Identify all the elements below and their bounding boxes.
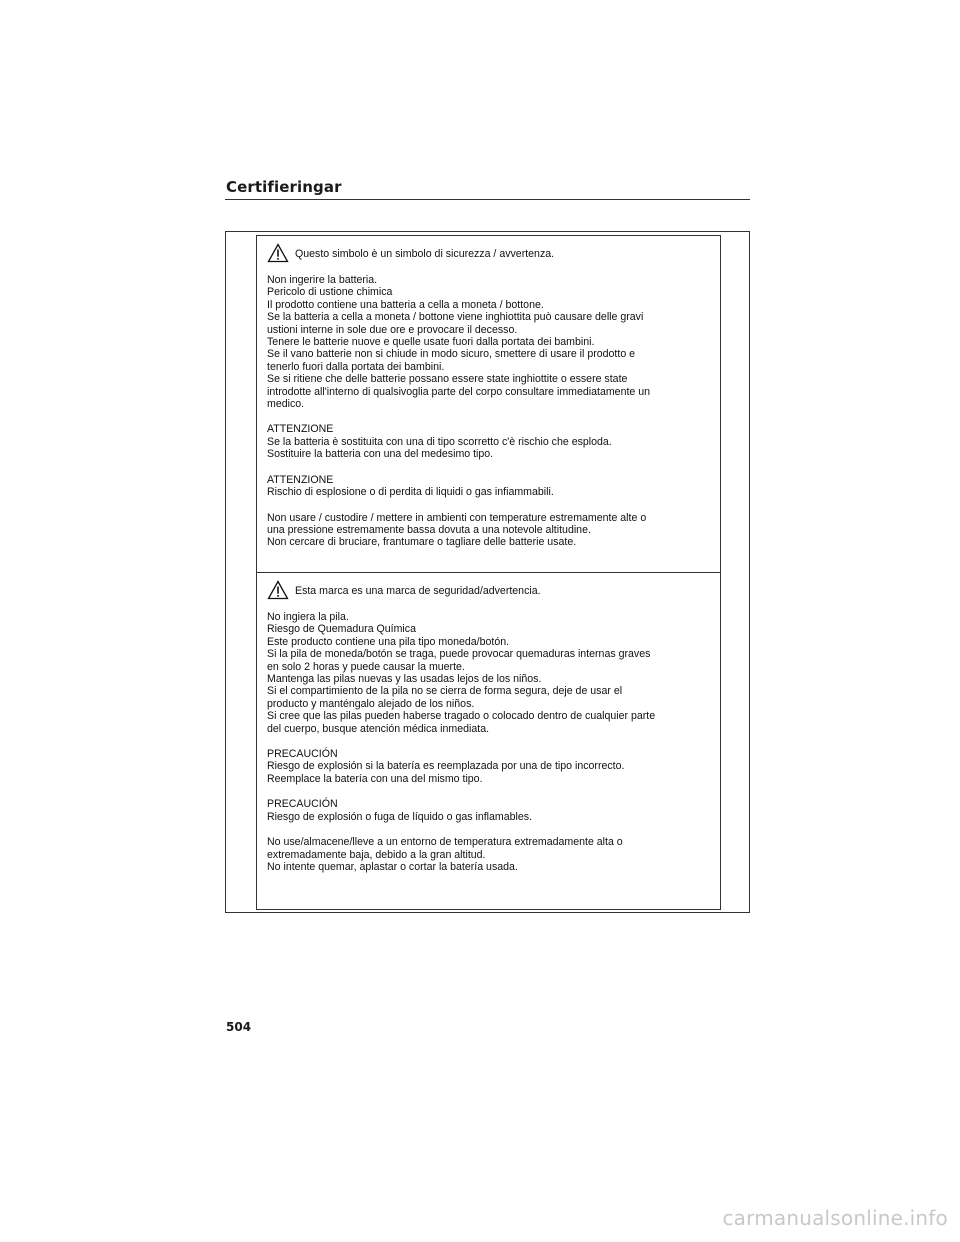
spanish-paragraph-explosion [267,798,713,823]
text-line: Se la batteria è sostituita con una di tipo scorretto c'è rischio che esploda. [267,435,612,448]
italian-warning-box [256,235,721,573]
text-line: Se si ritiene che delle batterie possano essere state inghiottite o essere state [267,373,628,386]
text-line: Non cercare di bruciare, frantumare o tagliare delle batterie usate. [267,536,577,549]
text-line: Pericolo di ustione chimica [267,286,393,299]
italian-warning-symbol-text: Questo simbolo è un simbolo di sicurezza / avvertenza. [295,247,555,260]
caution-heading: ATTENZIONE [267,473,334,486]
caution-heading: PRECAUCIÓN [267,798,338,811]
text-line: Tenere le batterie nuove e quelle usate fuori dalla portata dei bambini. [267,336,595,349]
text-line: No use/almacene/lleve a un entorno de temperatura extremadamente alta o [267,836,623,849]
caution-heading: ATTENZIONE [267,423,334,436]
text-line: Este producto contiene una pila tipo moneda/botón. [267,635,510,648]
spanish-warning-symbol-row [267,580,713,600]
section-title: Certifieringar [226,178,342,196]
text-line: medico. [267,398,305,411]
text-line: extremadamente baja, debido a la gran altitud. [267,848,486,861]
caution-heading: PRECAUCIÓN [267,748,338,761]
text-line: Non usare / custodire / mettere in ambienti con temperature estremamente alte o [267,511,647,524]
italian-paragraph-ingestion [267,274,713,410]
text-line: tenerlo fuori dalla portata dei bambini. [267,360,445,373]
text-line: No intente quemar, aplastar o cortar la batería usada. [267,860,518,873]
italian-warning-symbol-row [267,243,713,263]
spanish-paragraph-ingestion [267,611,713,735]
page-number: 504 [226,1020,252,1034]
text-line: Se la batteria a cella a moneta / bottone viene inghiottita può causare delle gravi [267,311,644,324]
warning-triangle-icon [267,243,289,263]
text-line: producto y manténgalo alejado de los niños. [267,697,475,710]
text-line: Riesgo de Quemadura Química [267,623,416,636]
text-line: Rischio di esplosione o di perdita di liquidi o gas infiammabili. [267,486,554,499]
text-line: en solo 2 horas y puede causar la muerte. [267,660,465,673]
text-line: una pressione estremamente bassa dovuta a una notevole altitudine. [267,523,591,536]
text-line: del cuerpo, busque atención médica inmediata. [267,722,490,735]
text-line: Mantenga las pilas nuevas y las usadas lejos de los niños. [267,673,542,686]
italian-paragraph-explosion [267,474,713,499]
text-line: Si el compartimiento de la pila no se cierra de forma segura, deje de usar el [267,685,623,698]
text-line: Riesgo de explosión si la batería es reemplazada por una de tipo incorrecto. [267,760,625,773]
text-line: Non ingerire la batteria. [267,274,378,286]
text-line: Si la pila de moneda/botón se traga, puede provocar quemaduras internas graves [267,648,651,661]
text-line: Riesgo de explosión o fuga de líquido o gas inflamables. [267,810,533,823]
watermark: carmanualsonline.info [722,1206,948,1230]
title-divider [225,199,750,200]
text-line: introdotte all'interno di qualsivoglia parte del corpo consultare immediatamente un [267,385,651,398]
spanish-paragraph-replacement [267,748,713,785]
text-line: ustioni interne in sole due ore e provocare il decesso. [267,323,518,336]
warning-triangle-icon [267,580,289,600]
italian-paragraph-replacement [267,423,713,460]
text-line: Il prodotto contiene una batteria a cella a moneta / bottone. [267,298,544,311]
spanish-warning-text [267,580,713,873]
italian-warning-text [267,243,713,549]
italian-paragraph-environment [267,512,713,549]
text-line: No ingiera la pila. [267,611,349,623]
spanish-paragraph-environment [267,836,713,873]
text-line: Sostituire la batteria con una del medesimo tipo. [267,448,494,461]
spanish-warning-symbol-text: Esta marca es una marca de seguridad/advertencia. [295,584,541,597]
text-line: Se il vano batterie non si chiude in modo sicuro, smettere di usare il prodotto e [267,348,636,361]
text-line: Si cree que las pilas pueden haberse tragado o colocado dentro de cualquier parte [267,710,656,723]
spanish-warning-box [256,572,721,910]
text-line: Reemplace la batería con una del mismo tipo. [267,772,483,785]
